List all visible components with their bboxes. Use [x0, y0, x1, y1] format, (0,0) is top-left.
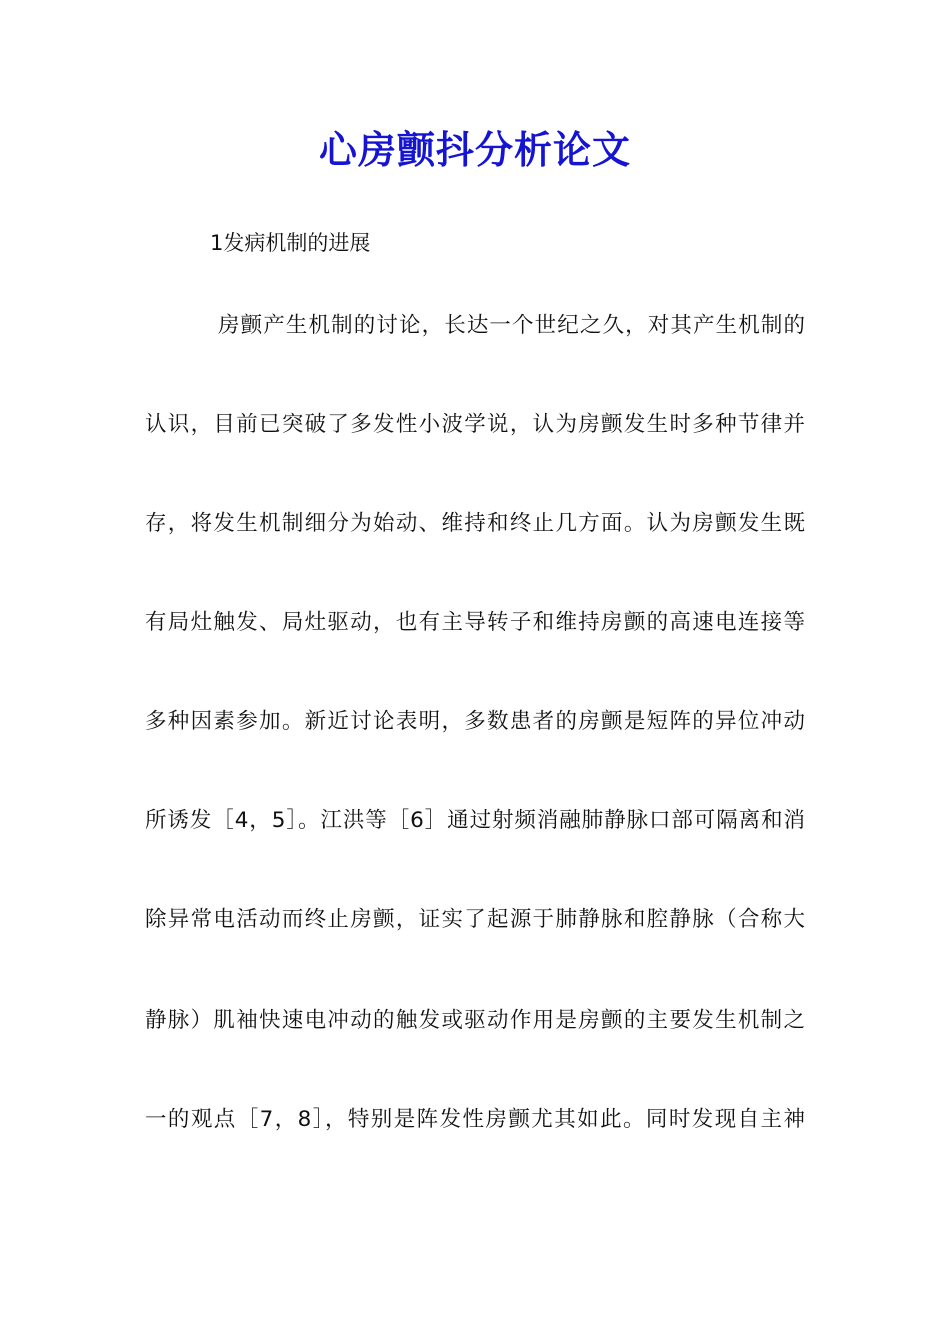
paragraph-line: 认识，目前已突破了多发性小波学说，认为房颤发生时多种节律并 — [145, 412, 805, 437]
paragraph-line: 存，将发生机制细分为始动、维持和终止几方面。认为房颤发生既 — [145, 511, 805, 536]
paragraph-line: 静脉）肌袖快速电冲动的触发或驱动作用是房颤的主要发生机制之 — [145, 1008, 805, 1033]
document-title: 心房颤抖分析论文 — [318, 127, 631, 172]
paragraph-line: 多种因素参加。新近讨论表明，多数患者的房颤是短阵的异位冲动 — [145, 709, 805, 734]
paragraph-line: 一的观点［7，8］，特别是阵发性房颤尤其如此。同时发现自主神 — [145, 1107, 805, 1132]
paragraph-line: 除异常电活动而终止房颤，证实了起源于肺静脉和腔静脉（合称大 — [145, 907, 805, 932]
section-heading: 1发病机制的进展 — [210, 231, 371, 255]
paragraph-line: 所诱发［4，5］。江洪等［6］通过射频消融肺静脉口部可隔离和消 — [145, 808, 805, 833]
paragraph-line: 房颤产生机制的讨论，长达一个世纪之久，对其产生机制的 — [218, 313, 805, 338]
paragraph-line: 有局灶触发、局灶驱动，也有主导转子和维持房颤的高速电连接等 — [145, 610, 805, 635]
